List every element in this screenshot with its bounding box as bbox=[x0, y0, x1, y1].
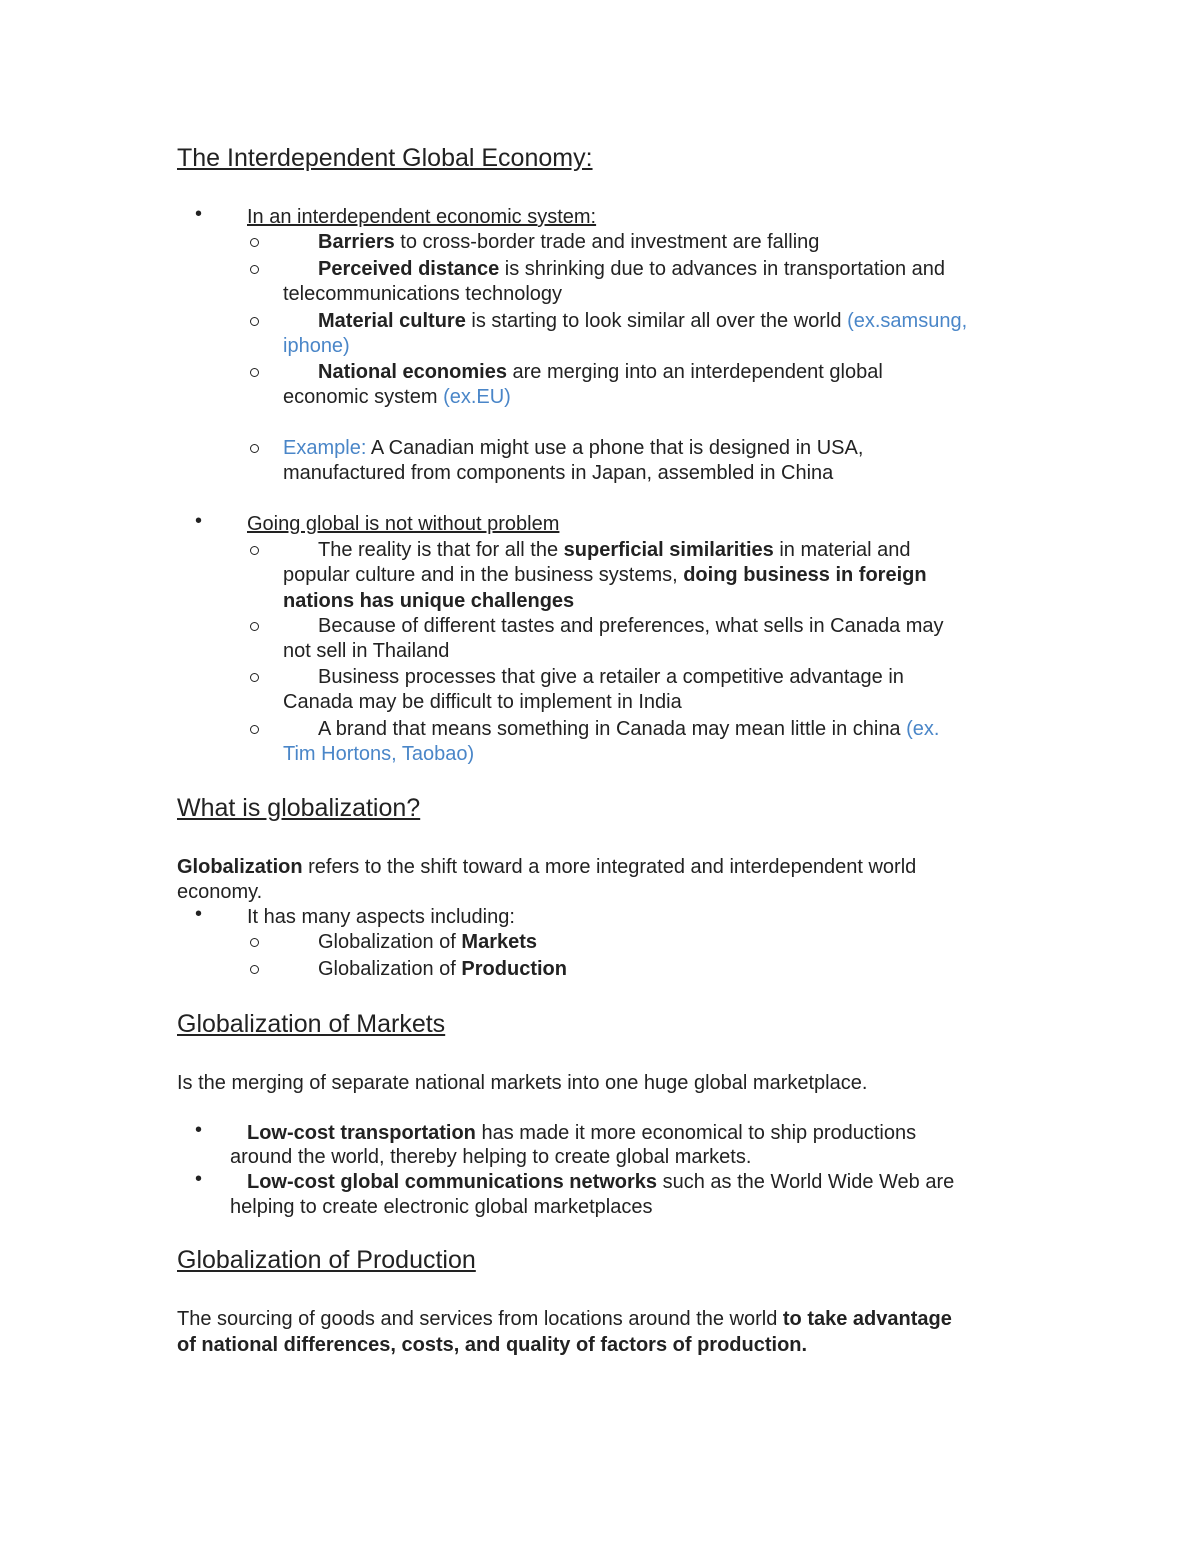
item-globalization-production: Globalization of Production bbox=[318, 958, 567, 980]
production-definition-line2: of national differences, costs, and quality of factors of production. bbox=[177, 1334, 808, 1356]
section-title-globalization-production: Globalization of Production bbox=[177, 1246, 476, 1274]
item-reality-line3: nations has unique challenges bbox=[283, 590, 575, 612]
bullet-dot: • bbox=[195, 903, 203, 925]
sub-bullet-circle bbox=[250, 965, 259, 974]
bullet-dot: • bbox=[195, 1119, 203, 1141]
production-definition: The sourcing of goods and services from locations around the world to take advantage bbox=[177, 1308, 952, 1330]
markets-definition: Is the merging of separate national markets into one huge global marketplace. bbox=[177, 1072, 868, 1094]
item-low-cost-transportation: Low-cost transportation has made it more economical to ship productions bbox=[247, 1122, 917, 1144]
item-perceived-distance-line2: telecommunications technology bbox=[283, 283, 563, 305]
sub-bullet-circle bbox=[250, 265, 259, 274]
item-barriers: Barriers to cross-border trade and investment are falling bbox=[318, 231, 820, 253]
item-low-cost-communications: Low-cost global communications networks such as the World Wide Web are bbox=[247, 1171, 955, 1193]
item-material-culture-line2: iphone) bbox=[283, 335, 350, 357]
item-low-cost-transportation-line2: around the world, thereby helping to create global markets. bbox=[230, 1146, 752, 1168]
sub-bullet-circle bbox=[250, 546, 259, 555]
sub-bullet-circle bbox=[250, 317, 259, 326]
bullet-going-global: Going global is not without problem bbox=[247, 513, 560, 535]
item-material-culture: Material culture is starting to look similar all over the world (ex.samsung, bbox=[318, 310, 968, 332]
section-title-what-is-globalization: What is globalization? bbox=[177, 794, 421, 822]
sub-bullet-circle bbox=[250, 725, 259, 734]
item-globalization-markets: Globalization of Markets bbox=[318, 931, 538, 953]
bullet-interdependent-system: In an interdependent economic system: bbox=[247, 206, 597, 228]
section-title-globalization-markets: Globalization of Markets bbox=[177, 1010, 446, 1038]
item-example-line2: manufactured from components in Japan, assembled in China bbox=[283, 462, 834, 484]
item-brand-line2: Tim Hortons, Taobao) bbox=[283, 743, 475, 765]
sub-bullet-circle bbox=[250, 673, 259, 682]
item-low-cost-communications-line2: helping to create electronic global marketplaces bbox=[230, 1196, 653, 1218]
item-reality-line2: popular culture and in the business systems, doing business in foreign bbox=[283, 564, 927, 586]
bullet-many-aspects: It has many aspects including: bbox=[247, 906, 515, 928]
sub-bullet-circle bbox=[250, 444, 259, 453]
sub-bullet-circle bbox=[250, 238, 259, 247]
item-national-economies: National economies are merging into an interdependent global bbox=[318, 361, 883, 383]
item-example: Example: A Canadian might use a phone that is designed in USA, bbox=[283, 437, 864, 459]
item-tastes-line2: not sell in Thailand bbox=[283, 640, 450, 662]
bullet-dot: • bbox=[195, 203, 203, 225]
section-title-interdependent: The Interdependent Global Economy: bbox=[177, 144, 593, 172]
sub-bullet-circle bbox=[250, 938, 259, 947]
sub-bullet-circle bbox=[250, 368, 259, 377]
item-brand: A brand that means something in Canada may mean little in china (ex. bbox=[318, 718, 940, 740]
item-national-economies-line2: economic system (ex.EU) bbox=[283, 386, 511, 408]
item-reality: The reality is that for all the superficial similarities in material and bbox=[318, 539, 911, 561]
item-business-processes-line2: Canada may be difficult to implement in India bbox=[283, 691, 682, 713]
bullet-dot: • bbox=[195, 510, 203, 532]
item-business-processes: Business processes that give a retailer a competitive advantage in bbox=[318, 666, 904, 688]
item-perceived-distance: Perceived distance is shrinking due to advances in transportation and bbox=[318, 258, 946, 280]
globalization-definition: Globalization refers to the shift toward a more integrated and interdependent world bbox=[177, 856, 917, 878]
bullet-dot: • bbox=[195, 1168, 203, 1190]
item-tastes: Because of different tastes and preferences, what sells in Canada may bbox=[318, 615, 944, 637]
globalization-definition-line2: economy. bbox=[177, 881, 263, 903]
sub-bullet-circle bbox=[250, 622, 259, 631]
